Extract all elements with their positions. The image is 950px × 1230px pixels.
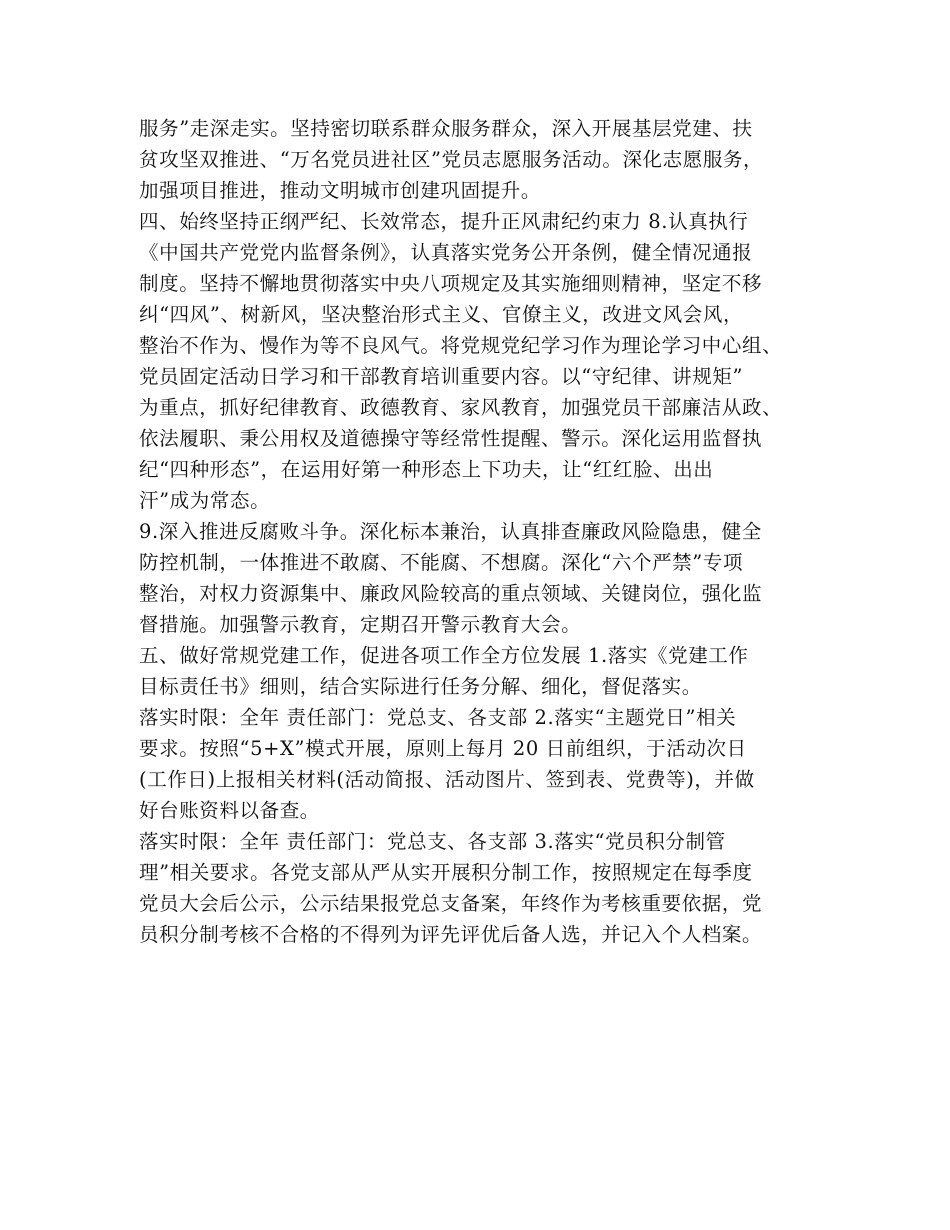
- text-line: 加强项目推进，推动文明城市创建巩固提升。: [139, 179, 542, 202]
- deadline-line: 落实时限：全年 责任部门：党总支、各支部 2.落实“主题党日”相关: [139, 706, 737, 729]
- text-line: 要求。按照“5+X”模式开展，原则上每月 20 日前组织，于活动次日: [139, 737, 747, 760]
- item-line: 9.深入推进反腐败斗争。深化标本兼治，认真排查廉政风险隐患，健全: [139, 520, 762, 543]
- text-line: 防控机制，一体推进不敢腐、不能腐、不想腐。深化“六个严禁”专项: [139, 551, 744, 574]
- text-line: 好台账资料以备查。: [139, 799, 320, 822]
- text-line: 制度。坚持不懈地贯彻落实中央八项规定及其实施细则精神，坚定不移: [139, 272, 763, 295]
- text-line: (工作日)上报相关材料(活动简报、活动图片、签到表、党费等)，并做: [139, 768, 755, 791]
- text-line: 整治不作为、慢作为等不良风气。将党规党纪学习作为理论学习中心组、: [139, 334, 783, 357]
- text-line: 依法履职、秉公用权及道德操守等经常性提醒、警示。深化运用监督执: [139, 427, 763, 450]
- section-heading-line: 四、始终坚持正纲严纪、长效常态，提升正风肃纪约束力 8.认真执行: [139, 210, 749, 233]
- text-line: 理”相关要求。各党支部从严从实开展积分制工作，按照规定在每季度: [139, 861, 753, 884]
- text-line: 督措施。加强警示教育，定期召开警示教育大会。: [139, 613, 582, 636]
- section-heading-line: 五、做好常规党建工作，促进各项工作全方位发展 1.落实《党建工作: [139, 644, 749, 667]
- text-line: 纪“四种形态”，在运用好第一种形态上下功夫，让“红红脸、出出: [139, 458, 714, 481]
- text-line: 为重点，抓好纪律教育、政德教育、家风教育，加强党员干部廉洁从政、: [139, 396, 783, 419]
- text-line: 纠“四风”、树新风，坚决整治形式主义、官僚主义，改进文风会风，: [139, 303, 744, 326]
- text-line: 党员大会后公示，公示结果报党总支备案，年终作为考核重要依据，党: [139, 892, 763, 915]
- text-line: 员积分制考核不合格的不得列为评先评优后备人选，并记入个人档案。: [139, 923, 763, 946]
- text-line: 目标责任书》细则，结合实际进行任务分解、细化，督促落实。: [139, 675, 702, 698]
- text-line: 整治，对权力资源集中、廉政风险较高的重点领域、关键岗位，强化监: [139, 582, 763, 605]
- text-line: 党员固定活动日学习和干部教育培训重要内容。以“守纪律、讲规矩”: [139, 365, 744, 388]
- text-line: 汗”成为常态。: [139, 489, 271, 512]
- document-body: [139, 113, 829, 950]
- deadline-line: 落实时限：全年 责任部门：党总支、各支部 3.落实“党员积分制管: [139, 830, 726, 853]
- text-line: 服务”走深走实。坚持密切联系群众服务群众，深入开展基层党建、扶: [139, 117, 753, 140]
- text-line: 《中国共产党党内监督条例》，认真落实党务公开条例，健全情况通报: [139, 241, 753, 264]
- text-line: 贫攻坚双推进、“万名党员进社区”党员志愿服务活动。深化志愿服务，: [139, 148, 764, 171]
